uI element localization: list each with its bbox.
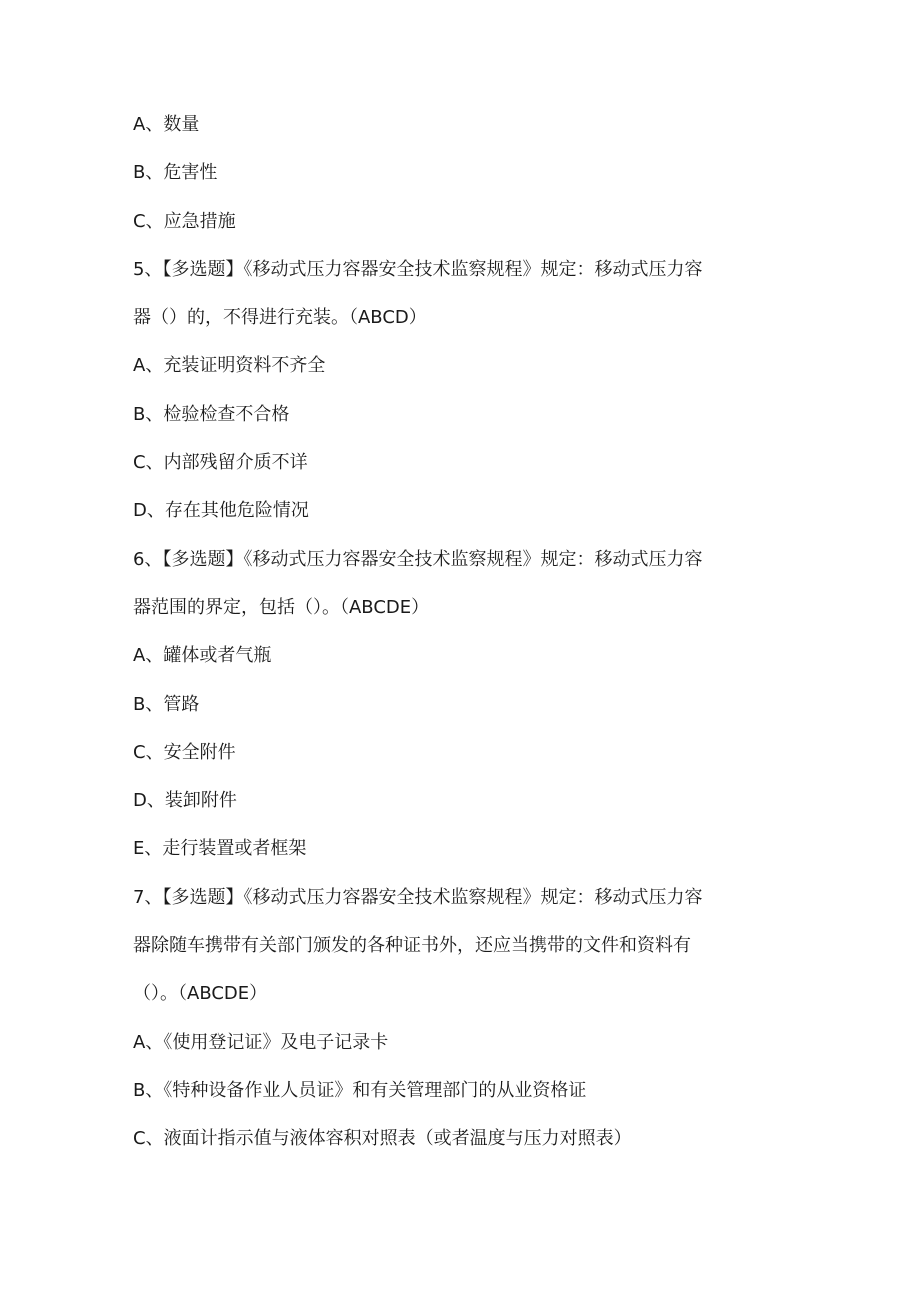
question-6-line-2: 器范围的界定，包括（）。（ABCDE） [133, 596, 430, 618]
option-c-line: C、应急措施 [133, 210, 236, 232]
question-7-line-3: （）。（ABCDE） [133, 983, 268, 1005]
q6-option-c: C、安全附件 [133, 741, 236, 763]
option-a-line: A、数量 [133, 114, 200, 135]
question-6-line-1: 6、【多选题】《移动式压力容器安全技术监察规程》规定：移动式压力容 [133, 548, 703, 570]
q6-option-b: B、管路 [133, 693, 200, 715]
q7-option-b: B、《特种设备作业人员证》和有关管理部门的从业资格证 [133, 1079, 587, 1101]
question-5-line-2: 器（）的，不得进行充装。（ABCD） [133, 307, 427, 329]
question-5-line-1: 5、【多选题】《移动式压力容器安全技术监察规程》规定：移动式压力容 [133, 258, 703, 280]
q6-option-a: A、罐体或者气瓶 [133, 645, 272, 667]
question-7-line-2: 器除随车携带有关部门颁发的各种证书外，还应当携带的文件和资料有 [133, 935, 691, 957]
q6-option-d: D、装卸附件 [133, 790, 237, 812]
q5-option-a: A、充装证明资料不齐全 [133, 355, 326, 377]
q5-option-d: D、存在其他危险情况 [133, 500, 309, 522]
q5-option-c: C、内部残留介质不详 [133, 452, 308, 474]
q7-option-a: A、《使用登记证》及电子记录卡 [133, 1031, 389, 1053]
option-b-line: B、危害性 [133, 162, 218, 184]
question-7-line-1: 7、【多选题】《移动式压力容器安全技术监察规程》规定：移动式压力容 [133, 886, 703, 908]
q6-option-e: E、走行装置或者框架 [133, 838, 307, 860]
q7-option-c: C、液面计指示值与液体容积对照表（或者温度与压力对照表） [133, 1128, 632, 1150]
document-body [133, 113, 793, 1176]
q5-option-b: B、检验检查不合格 [133, 403, 290, 425]
